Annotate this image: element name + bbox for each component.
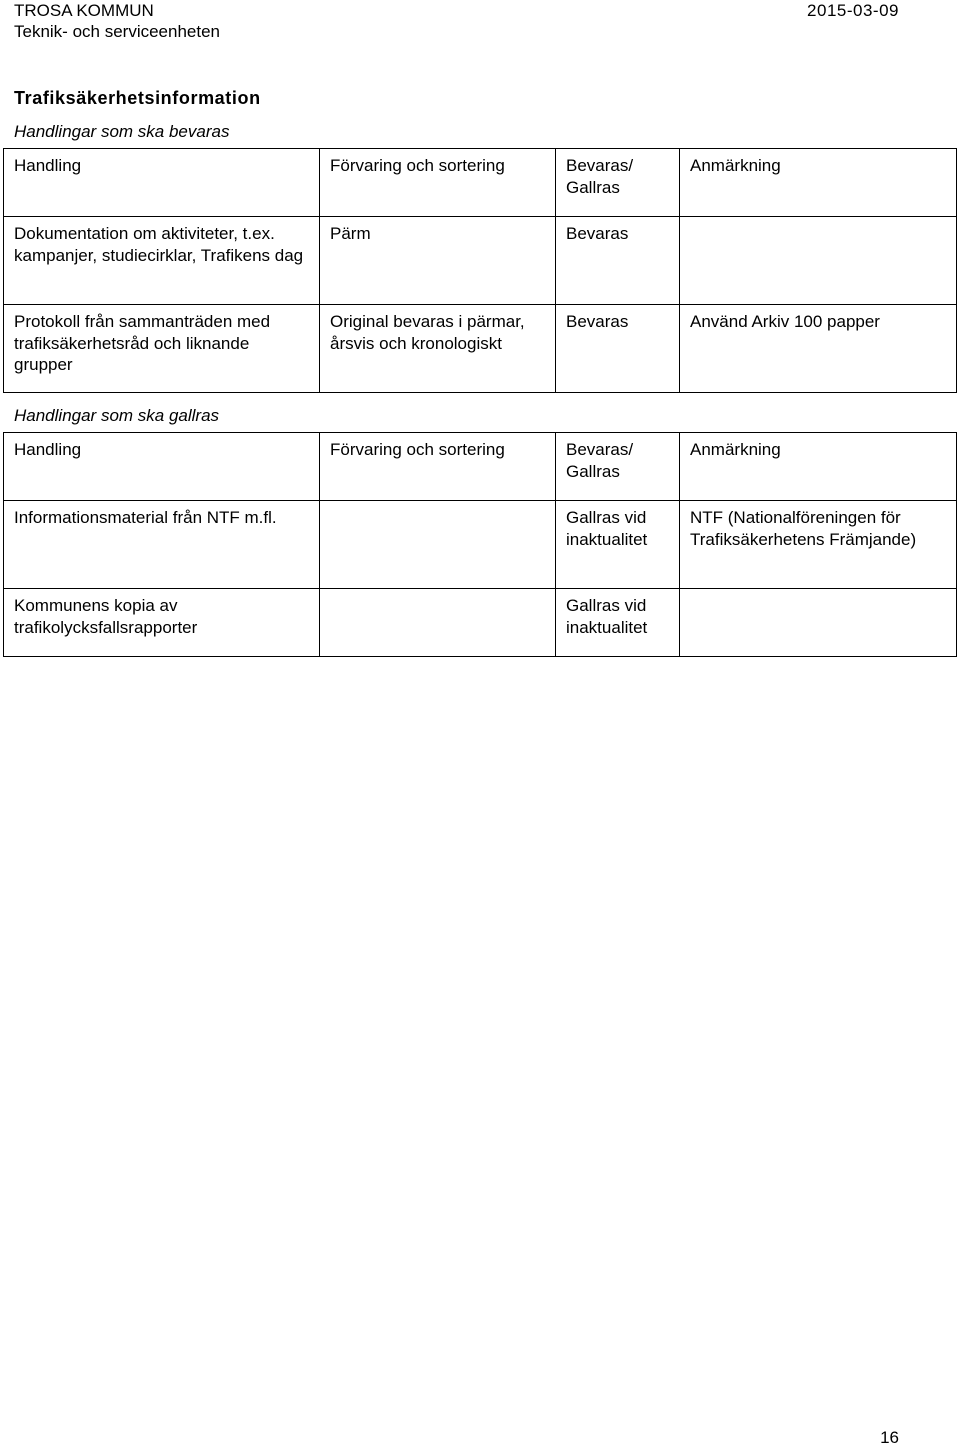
keep-records-table	[3, 148, 957, 393]
table-header-row	[4, 149, 957, 217]
table-row	[4, 305, 957, 393]
cell-keep-discard: Gallras vid inaktualitet	[556, 589, 680, 657]
organization-name: TROSA KOMMUN	[14, 1, 154, 20]
table-row	[4, 217, 957, 305]
section-label-keep: Handlingar som ska bevaras	[14, 122, 230, 141]
cell-handling: Protokoll från sammanträden med trafiksäkerhetsråd och liknande grupper	[4, 305, 320, 393]
document-date: 2015-03-09	[807, 1, 899, 20]
column-header-remark: Anmärkning	[680, 433, 957, 501]
cell-storage: Pärm	[320, 217, 556, 305]
discard-records-table	[3, 432, 957, 657]
cell-handling: Dokumentation om aktiviteter, t.ex. kampanjer, studiecirklar, Trafikens dag	[4, 217, 320, 305]
cell-keep-discard: Bevaras	[556, 305, 680, 393]
table-header-row	[4, 433, 957, 501]
column-header-handling: Handling	[4, 149, 320, 217]
column-header-storage: Förvaring och sortering	[320, 149, 556, 217]
table-row	[4, 501, 957, 589]
table-row	[4, 589, 957, 657]
cell-handling: Kommunens kopia av trafikolycksfallsrapporter	[4, 589, 320, 657]
section-label-discard: Handlingar som ska gallras	[14, 406, 220, 425]
cell-remark: NTF (Nationalföreningen för Trafiksäkerhetens Främjande)	[680, 501, 957, 589]
cell-storage: Original bevaras i pärmar, årsvis och kronologiskt	[320, 305, 556, 393]
cell-keep-discard: Bevaras	[556, 217, 680, 305]
document-title: Trafiksäkerhetsinformation	[14, 88, 261, 108]
cell-remark	[680, 589, 957, 657]
cell-storage	[320, 589, 556, 657]
cell-remark	[680, 217, 957, 305]
column-header-remark: Anmärkning	[680, 149, 957, 217]
department-name: Teknik- och serviceenheten	[14, 22, 221, 41]
column-header-handling: Handling	[4, 433, 320, 501]
cell-remark: Använd Arkiv 100 papper	[680, 305, 957, 393]
column-header-keep-discard: Bevaras/ Gallras	[556, 433, 680, 501]
cell-storage	[320, 501, 556, 589]
column-header-storage: Förvaring och sortering	[320, 433, 556, 501]
page-header	[14, 0, 220, 42]
cell-keep-discard: Gallras vid inaktualitet	[556, 501, 680, 589]
column-header-keep-discard: Bevaras/ Gallras	[556, 149, 680, 217]
cell-handling: Informationsmaterial från NTF m.fl.	[4, 501, 320, 589]
page-number: 16	[880, 1428, 899, 1447]
